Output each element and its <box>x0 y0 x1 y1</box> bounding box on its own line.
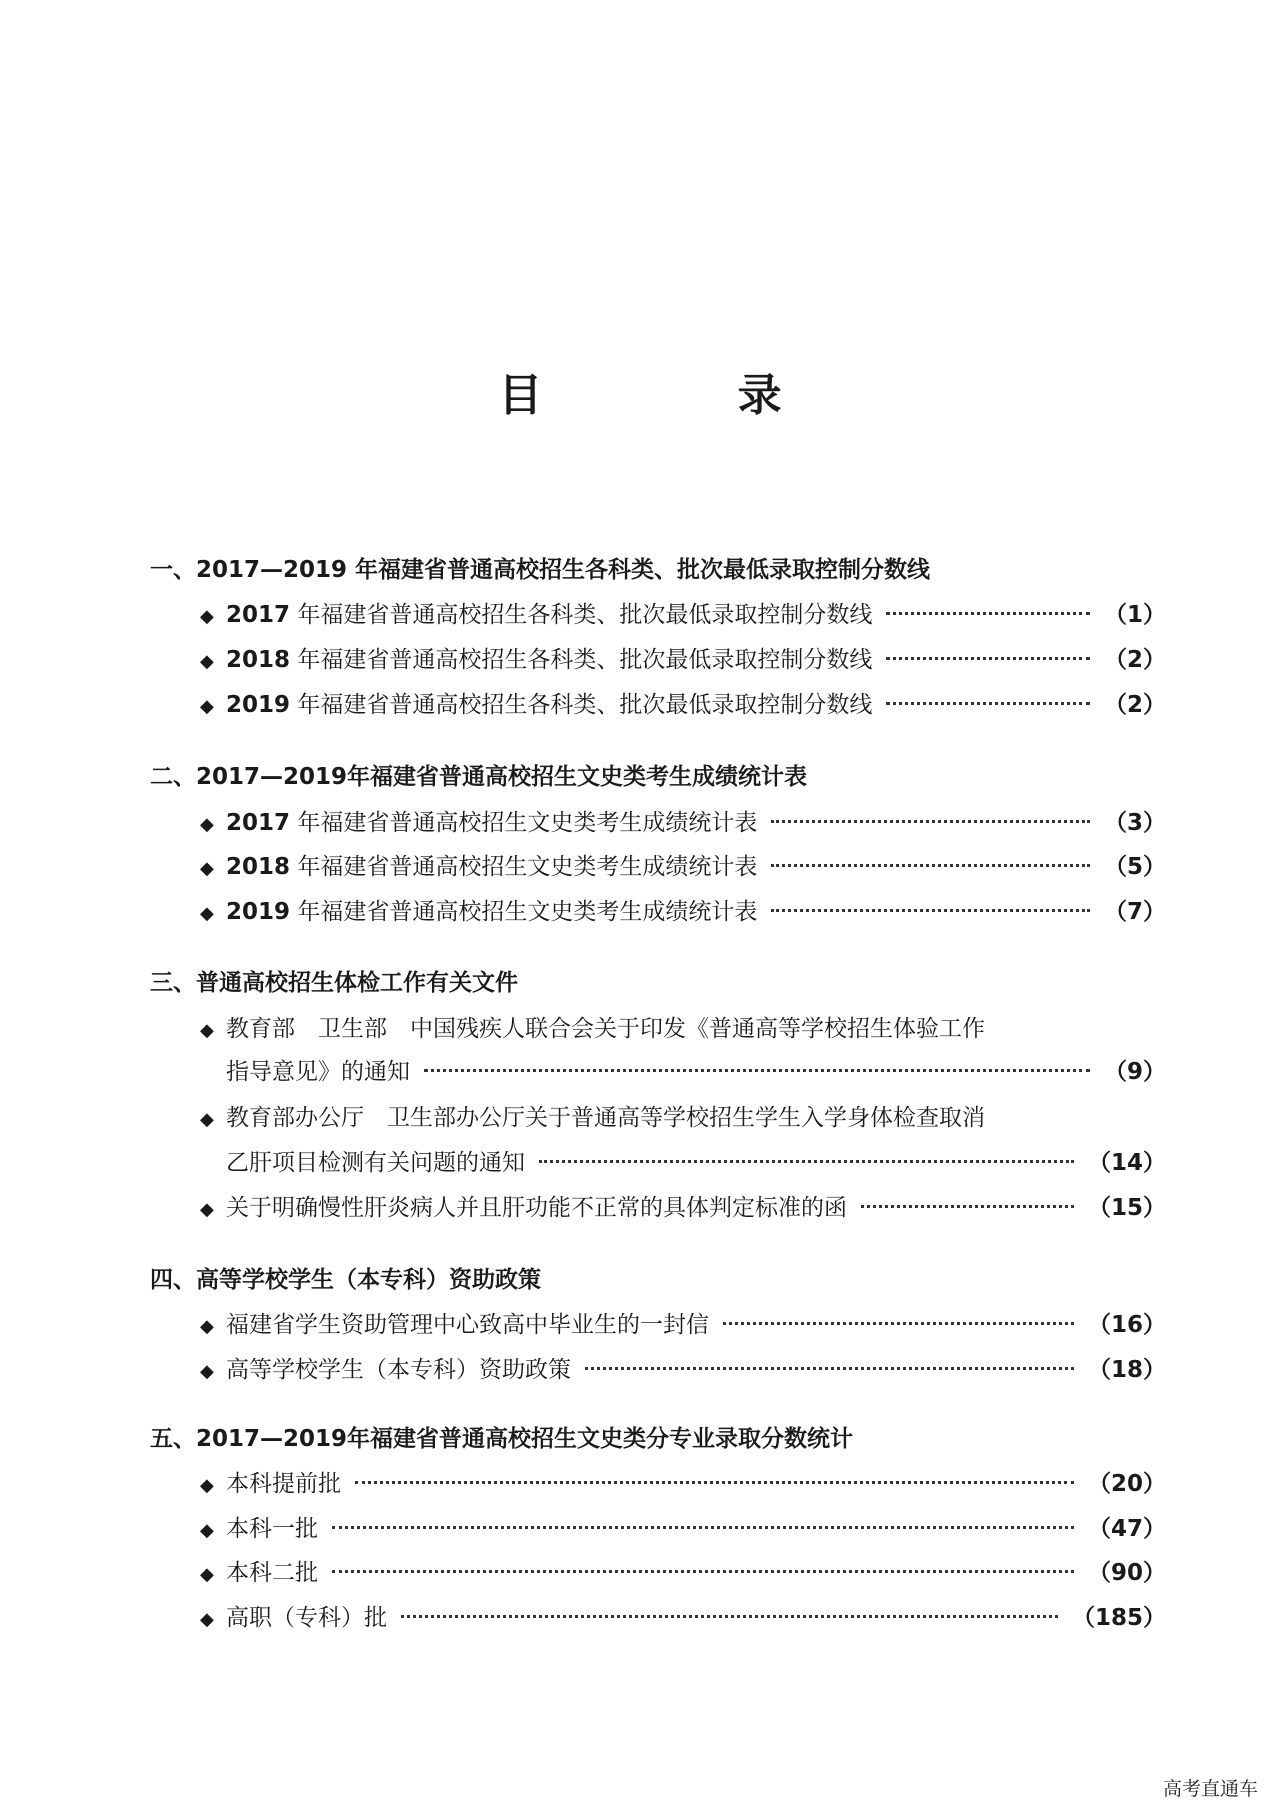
toc-entry[interactable] <box>200 808 1166 838</box>
entry-page-number: （90） <box>1087 1560 1166 1586</box>
entry-page-number: （16） <box>1087 1312 1166 1338</box>
toc-entry[interactable] <box>226 1148 1166 1178</box>
page-title: 目 录 <box>498 370 872 421</box>
toc-entry[interactable] <box>200 1355 1166 1385</box>
entry-page-number: （18） <box>1087 1357 1166 1383</box>
dot-leader <box>771 909 1090 912</box>
dot-leader <box>332 1570 1074 1573</box>
diamond-bullet-icon: ◆ <box>200 1564 214 1585</box>
diamond-bullet-icon: ◆ <box>200 1609 214 1630</box>
toc-entry[interactable] <box>200 1469 1166 1499</box>
diamond-bullet-icon: ◆ <box>200 1109 214 1130</box>
entry-title: 福建省学生资助管理中心致高中毕业生的一封信 <box>226 1312 709 1338</box>
entry-title: 本科提前批 <box>226 1471 341 1497</box>
diamond-bullet-icon: ◆ <box>200 1020 214 1041</box>
toc-entry[interactable] <box>200 1514 1166 1544</box>
diamond-bullet-icon: ◆ <box>200 1475 214 1496</box>
entry-title: 教育部办公厅 卫生部办公厅关于普通高等学校招生学生入学身体检查取消 <box>226 1105 985 1131</box>
toc-entry-first-line[interactable] <box>200 1103 985 1135</box>
entry-year: 2018 <box>226 647 291 673</box>
diamond-bullet-icon: ◆ <box>200 1199 214 1220</box>
diamond-bullet-icon: ◆ <box>200 1316 214 1337</box>
toc-entry-first-line[interactable] <box>200 1014 985 1046</box>
diamond-bullet-icon: ◆ <box>200 903 214 924</box>
entry-page-number: （14） <box>1087 1150 1166 1176</box>
toc-entry[interactable] <box>200 690 1166 720</box>
toc-entry[interactable] <box>200 1310 1166 1340</box>
toc-entry[interactable] <box>200 1603 1166 1633</box>
entry-title: 高等学校学生（本专科）资助政策 <box>226 1357 571 1383</box>
entry-title: 年福建省普通高校招生各科类、批次最低录取控制分数线 <box>290 602 873 628</box>
entry-year: 2017 <box>226 602 291 628</box>
section-heading-1: 一、2017—2019 年福建省普通高校招生各科类、批次最低录取控制分数线 <box>150 557 931 583</box>
section-heading-5: 五、2017—2019年福建省普通高校招生文史类分专业录取分数统计 <box>150 1426 854 1452</box>
entry-title: 年福建省普通高校招生各科类、批次最低录取控制分数线 <box>290 692 873 718</box>
entry-year: 2017 <box>226 810 291 836</box>
entry-title: 年福建省普通高校招生各科类、批次最低录取控制分数线 <box>290 647 873 673</box>
entry-page-number: （5） <box>1103 854 1166 880</box>
toc-entry[interactable] <box>200 897 1166 927</box>
entry-page-number: （1） <box>1103 602 1166 628</box>
dot-leader <box>861 1205 1074 1208</box>
entry-title: 关于明确慢性肝炎病人并且肝功能不正常的具体判定标准的函 <box>226 1195 847 1221</box>
entry-page-number: （2） <box>1103 647 1166 673</box>
entry-year: 2019 <box>226 899 291 925</box>
section-heading-4: 四、高等学校学生（本专科）资助政策 <box>150 1267 541 1293</box>
diamond-bullet-icon: ◆ <box>200 1520 214 1541</box>
entry-page-number: （20） <box>1087 1471 1166 1497</box>
entry-title: 本科二批 <box>226 1560 318 1586</box>
entry-title: 年福建省普通高校招生文史类考生成绩统计表 <box>290 810 758 836</box>
entry-page-number: （15） <box>1087 1195 1166 1221</box>
watermark: 高考直通车 <box>1162 1778 1258 1800</box>
entry-page-number: （185） <box>1071 1605 1166 1631</box>
entry-title-continued: 乙肝项目检测有关问题的通知 <box>226 1150 525 1176</box>
toc-entry[interactable] <box>200 1193 1166 1223</box>
diamond-bullet-icon: ◆ <box>200 606 214 627</box>
entry-page-number: （7） <box>1103 899 1166 925</box>
entry-page-number: （9） <box>1103 1059 1166 1085</box>
dot-leader <box>401 1615 1058 1618</box>
diamond-bullet-icon: ◆ <box>200 814 214 835</box>
entry-title: 年福建省普通高校招生文史类考生成绩统计表 <box>290 899 758 925</box>
entry-title: 年福建省普通高校招生文史类考生成绩统计表 <box>290 854 758 880</box>
entry-title-continued: 指导意见》的通知 <box>226 1059 410 1085</box>
entry-title: 教育部 卫生部 中国残疾人联合会关于印发《普通高等学校招生体验工作 <box>226 1016 985 1042</box>
dot-leader <box>771 864 1090 867</box>
dot-leader <box>585 1367 1074 1370</box>
toc-entry[interactable] <box>226 1057 1166 1087</box>
diamond-bullet-icon: ◆ <box>200 651 214 672</box>
dot-leader <box>886 702 1090 705</box>
diamond-bullet-icon: ◆ <box>200 696 214 717</box>
entry-title: 本科一批 <box>226 1516 318 1542</box>
entry-page-number: （2） <box>1103 692 1166 718</box>
dot-leader <box>723 1322 1074 1325</box>
dot-leader <box>886 612 1090 615</box>
diamond-bullet-icon: ◆ <box>200 858 214 879</box>
toc-entry[interactable] <box>200 600 1166 630</box>
dot-leader <box>886 657 1090 660</box>
entry-page-number: （3） <box>1103 810 1166 836</box>
diamond-bullet-icon: ◆ <box>200 1361 214 1382</box>
dot-leader <box>539 1160 1074 1163</box>
entry-year: 2018 <box>226 854 291 880</box>
toc-entry[interactable] <box>200 1558 1166 1588</box>
entry-year: 2019 <box>226 692 291 718</box>
dot-leader <box>332 1526 1074 1529</box>
section-heading-2: 二、2017—2019年福建省普通高校招生文史类考生成绩统计表 <box>150 764 808 790</box>
toc-entry[interactable] <box>200 852 1166 882</box>
section-heading-3: 三、普通高校招生体检工作有关文件 <box>150 970 518 996</box>
toc-entry[interactable] <box>200 645 1166 675</box>
entry-page-number: （47） <box>1087 1516 1166 1542</box>
entry-title: 高职（专科）批 <box>226 1605 387 1631</box>
dot-leader <box>424 1069 1090 1072</box>
dot-leader <box>355 1481 1074 1484</box>
dot-leader <box>771 820 1090 823</box>
